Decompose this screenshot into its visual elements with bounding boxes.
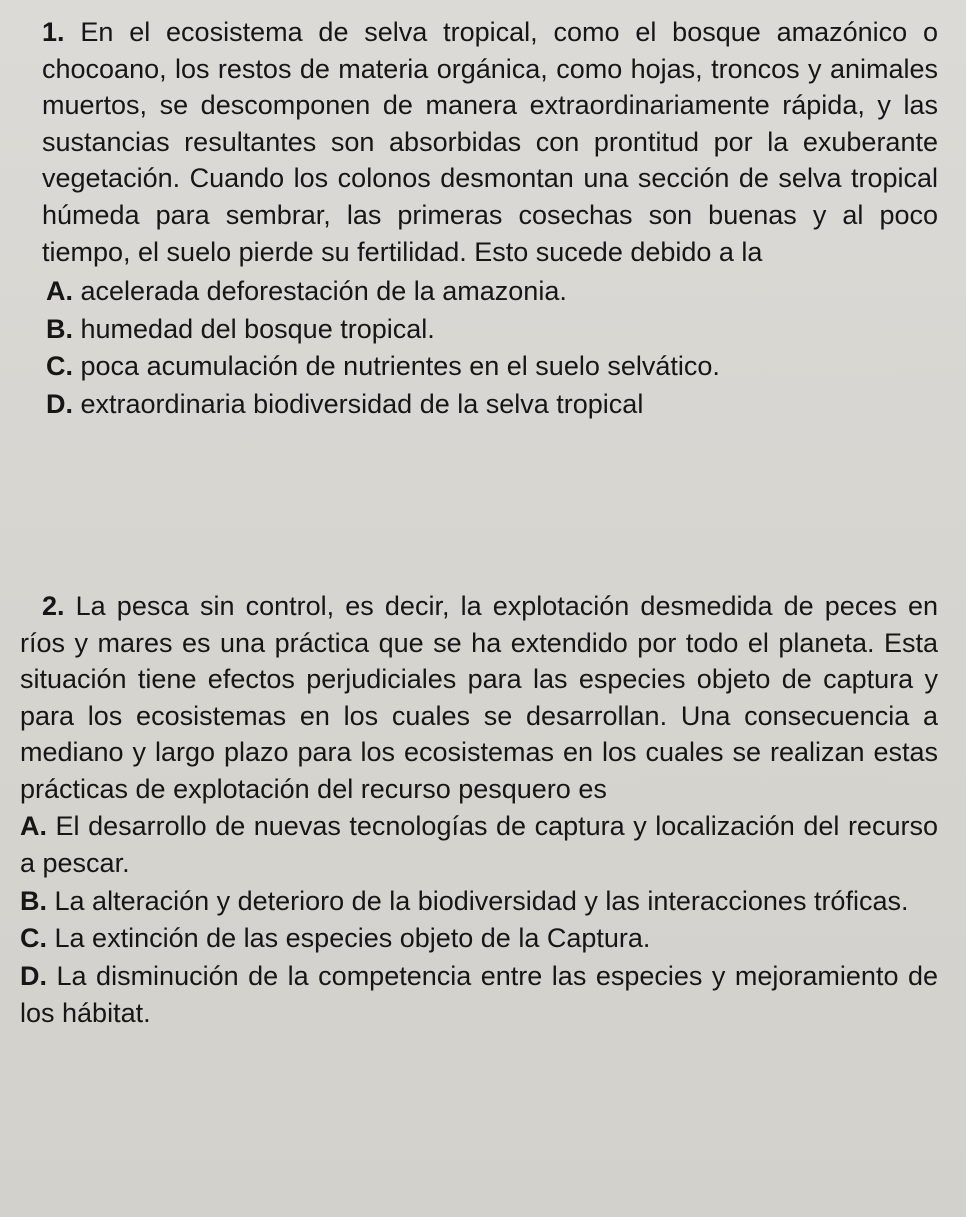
question-2-number: 2. (42, 591, 65, 621)
option-letter: A. (46, 276, 73, 307)
option-letter: C. (20, 923, 47, 954)
option-text: La disminución de la competencia entre las especies y mejoramiento de los hábitat. (20, 960, 938, 1029)
option-letter: D. (20, 960, 47, 991)
question-1-option-d[interactable] (46, 386, 938, 424)
question-1-stem (42, 14, 938, 270)
question-2-option-b[interactable] (20, 883, 938, 921)
question-2-option-d[interactable] (20, 958, 938, 1033)
option-letter: B. (46, 313, 73, 344)
option-letter: C. (46, 351, 73, 382)
question-2-option-a[interactable] (20, 808, 938, 883)
question-2-text: La pesca sin control, es decir, la explotación desmedida de peces en ríos y mares es una práctica que se ha extendido por todo el planeta. Esta situación tiene efectos perjudiciales para las especies objeto de captura y para los ecosistemas en los cuales se desarrollan. Una consecuencia a mediano y largo plazo para los ecosistemas en los cuales se realizan estas prácticas de explotación del recurso pesquero es (20, 591, 938, 804)
question-2-stem (20, 588, 938, 808)
option-text: La extinción de las especies objeto de la Captura. (54, 923, 651, 954)
option-text: humedad del bosque tropical. (80, 313, 435, 344)
option-text: acelerada deforestación de la amazonia. (80, 276, 567, 307)
option-text: El desarrollo de nuevas tecnologías de captura y localización del recurso a pescar. (20, 810, 938, 879)
option-text: poca acumulación de nutrientes en el suelo selvático. (80, 351, 720, 382)
question-2-options (20, 808, 938, 1033)
option-letter: A. (20, 810, 47, 841)
option-text: extraordinaria biodiversidad de la selva tropical (80, 388, 644, 419)
question-2 (20, 588, 938, 1033)
question-1-number: 1. (42, 17, 65, 47)
question-1-option-b[interactable] (46, 311, 938, 349)
question-1-option-a[interactable] (46, 273, 938, 311)
question-1-options (42, 273, 938, 423)
question-1 (42, 14, 938, 423)
option-letter: D. (46, 388, 73, 419)
option-text: La alteración y deterioro de la biodiversidad y las interacciones tróficas. (54, 885, 909, 916)
option-letter: B. (20, 885, 47, 916)
question-1-text: En el ecosistema de selva tropical, como el bosque amazónico o chocoano, los restos de materia orgánica, como hojas, troncos y animales muertos, se descomponen de manera extraordinariamente rápida, y las sustancias resultantes son absorbidas con prontitud por la exuberante vegetación. Cuando los colonos desmontan una sección de selva tropical húmeda para sembrar, las primeras cosechas son buenas y al poco tiempo, el suelo pierde su fertilidad. Esto sucede debido a la (42, 17, 938, 267)
question-1-option-c[interactable] (46, 348, 938, 386)
question-2-option-c[interactable] (20, 920, 938, 958)
